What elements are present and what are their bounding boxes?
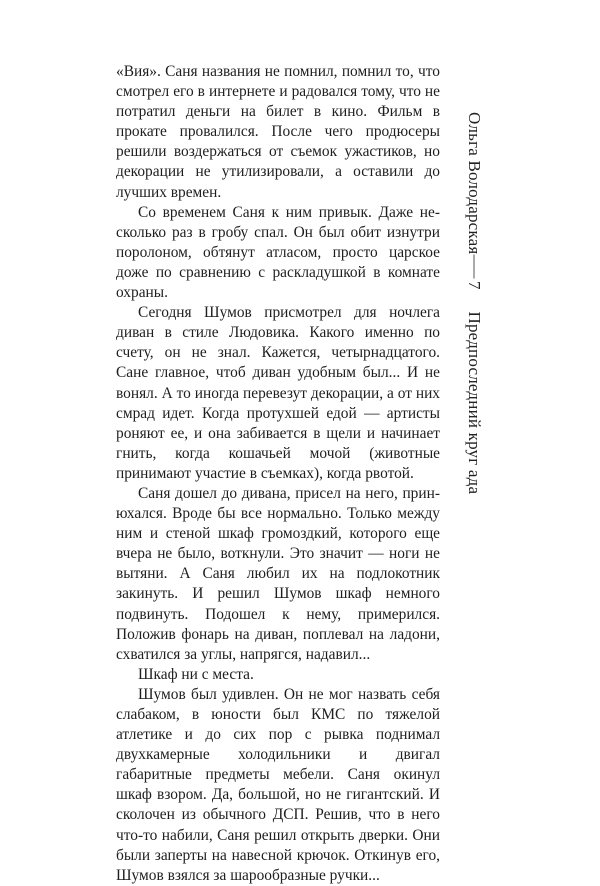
running-head-divider (474, 255, 475, 279)
paragraph-2: Со временем Саня к ним привык. Даже несколько раз в гробу спал. Он был обит изнутри поролоном, обтянут атласом, просто царское доже по сравнению с раскладушкой в комнате охраны. (116, 203, 440, 302)
running-head (462, 112, 510, 512)
book-title: Предпоследний круг ада (465, 311, 484, 495)
paragraph-5: Шкаф ни с места. (138, 665, 254, 683)
paragraph-1: «Вия». Саня названия не помнил, помнил то, что смотрел его в интернете и радовался тому, что не потратил деньги на билет в кино. Фильм в прокате провалился. После чего продюсеры решили воздержаться от съемок ужастиков, но декорации не утилизировали, а оставили до лучших времен. (116, 63, 440, 201)
paragraph-6: Шумов был удивлен. Он не мог назвать себя слабаком, в юности был КМС по тяжелой атлетике и до сих пор с рывка поднимал двухкамерные холодильники и двигал габаритные предметы мебели. Саня окинул шкаф взором. Да, большой, но не гигантский. И сколочен из обычного ДСП. Решив, что в него что-то набили, Саня решил открыть дверки. Они были заперты на навесной крючок. Откинув его, Шумов взялся за шарообразные ручки... (116, 685, 440, 884)
paragraph-3: Сегодня Шумов присмотрел для ночлега диван в стиле Людовика. Какого именно по счету, он не знал. Кажется, четырнадцатого. Сане главное, чтоб диван удобным был... И не вонял. А то иногда перевезут декорации, а от них смрад идет. Когда протухшей едой — артисты роняют ее, и она забивается в щели и начинает гнить, когда кошачьей мочой (животные принимают участие в съемках), когда рвотой. (116, 304, 440, 482)
page-number: 7 (465, 281, 484, 290)
paragraph-4: Саня дошел до дивана, присел на него, принюхался. Вроде бы все нормально. Только между ним и стеной шкаф громоздкий, которого еще вчера не было, воткнули. Это значит — ноги не вытяни. А Саня любил их на подлокотник закинуть. И решил Шумов шкаф немного подвинуть. Подошел к нему, примерился. Положив фонарь на диван, поплевал на ладони, схватился за углы, напрягся, надавил... (116, 484, 440, 663)
body-text (116, 62, 440, 886)
author-name: Ольга Володарская (465, 112, 484, 255)
running-head-line (462, 112, 486, 512)
